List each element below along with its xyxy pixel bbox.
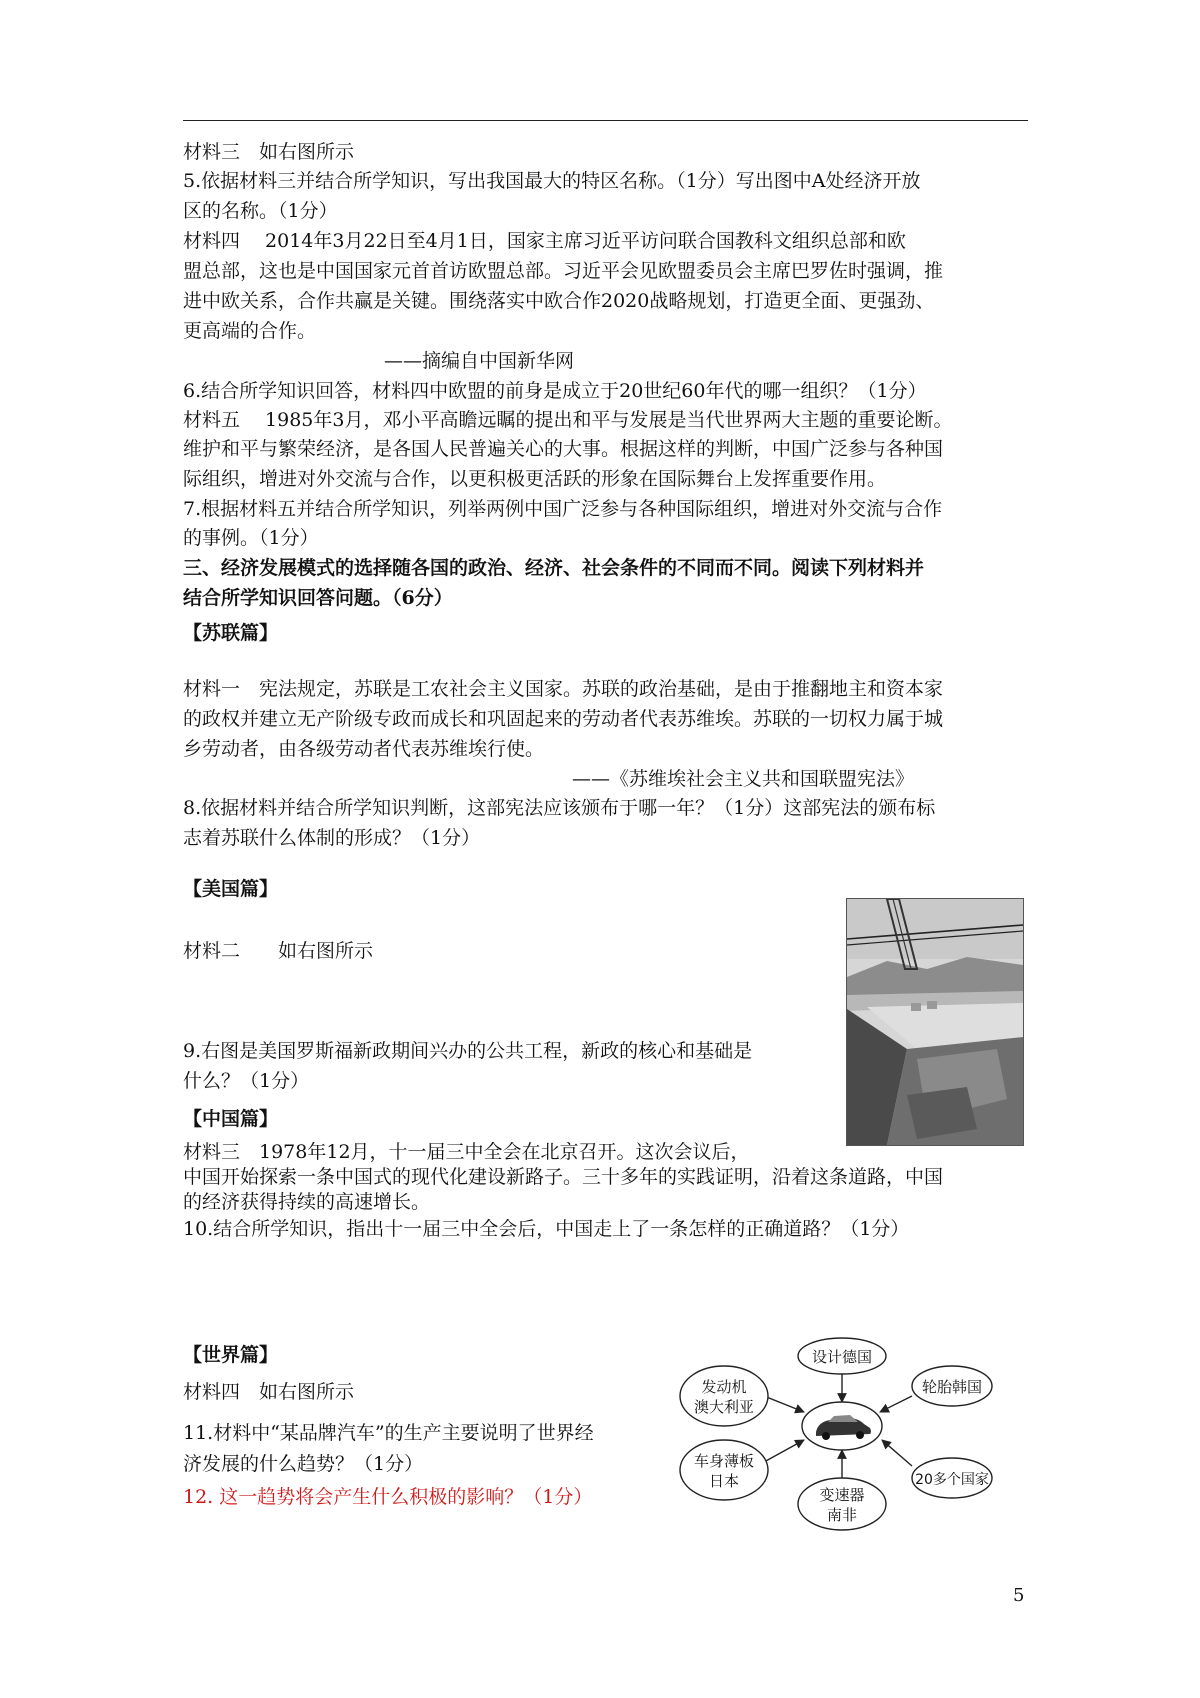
hoover-dam-photo [846, 898, 1024, 1146]
diagram-left-top-label-1: 发动机 [701, 1378, 747, 1396]
text-line: 际组织，增进对外交流与合作，以更积极更活跃的形象在国际舞台上发挥重要作用。 [183, 468, 887, 490]
text-line: 材料三 如右图所示 [183, 141, 355, 163]
text-line: 的政权并建立无产阶级专政而成长和巩固起来的劳动者代表苏维埃。苏联的一切权力属于城 [183, 708, 944, 730]
text-line: 进中欧关系，合作共赢是关键。围绕落实中欧合作2020战略规划，打造更全面、更强劲、 [183, 290, 935, 312]
diagram-top-label: 设计德国 [811, 1348, 873, 1366]
diagram-bottom-label-1: 变速器 [819, 1486, 865, 1504]
diagram-bottom-label-2: 南非 [826, 1506, 858, 1524]
text-line: 济发展的什么趋势？（1分） [183, 1453, 424, 1475]
diagram-right-bottom-label: 20多个国家 [915, 1472, 989, 1488]
subheading-usa: 【美国篇】 [183, 878, 279, 900]
question-10: 10.结合所学知识，指出十一届三中全会后，中国走上了一条怎样的正确道路？（1分） [183, 1218, 910, 1240]
header-rule [183, 120, 1028, 121]
text-line: 材料一 宪法规定，苏联是工农社会主义国家。苏联的政治基础，是由于推翻地主和资本家 [183, 678, 944, 700]
question-11: 11.材料中“某品牌汽车”的生产主要说明了世界经 [183, 1422, 594, 1444]
text-line: 的经济获得持续的高速增长。 [183, 1191, 431, 1213]
text-line: 志着苏联什么体制的形成？（1分） [183, 827, 481, 849]
question-9: 9.右图是美国罗斯福新政期间兴办的公共工程，新政的核心和基础是 [183, 1040, 753, 1062]
car-production-diagram [676, 1336, 996, 1536]
section-three-heading: 三、经济发展模式的选择随各国的政治、经济、社会条件的不同而不同。阅读下列材料并 [183, 557, 925, 579]
text-line: 区的名称。（1分） [183, 200, 338, 222]
text-line: 材料四 2014年3月22日至4月1日，国家主席习近平访问联合国教科文组织总部和欧 [183, 230, 906, 252]
text-line: 材料五 1985年3月，邓小平高瞻远瞩的提出和平与发展是当代世界两大主题的重要论断。 [183, 409, 953, 431]
text-line: 的事例。（1分） [183, 527, 319, 549]
question-6: 6.结合所学知识回答，材料四中欧盟的前身是成立于20世纪60年代的哪一组织？（1分） [183, 380, 927, 402]
text-line: 材料二 如右图所示 [183, 940, 374, 962]
text-line: 乡劳动者，由各级劳动者代表苏维埃行使。 [183, 738, 545, 760]
text-line: 什么？（1分） [183, 1070, 310, 1092]
question-7: 7.根据材料五并结合所学知识，列举两例中国广泛参与各种国际组织，增进对外交流与合作 [183, 498, 943, 520]
section-three-heading-cont: 结合所学知识回答问题。（6分） [183, 587, 453, 609]
page-number: 5 [1013, 1585, 1025, 1606]
text-line: 中国开始探索一条中国式的现代化建设新路子。三十多年的实践证明，沿着这条道路，中国 [183, 1166, 944, 1188]
question-8: 8.依据材料并结合所学知识判断，这部宪法应该颁布于哪一年？（1分）这部宪法的颁布标 [183, 797, 936, 819]
subheading-china: 【中国篇】 [183, 1108, 279, 1130]
source-citation: ——摘编自中国新华网 [384, 350, 575, 372]
question-5: 5.依据材料三并结合所学知识，写出我国最大的特区名称。（1分）写出图中A处经济开放 [183, 170, 921, 192]
diagram-left-bottom-label-1: 车身薄板 [693, 1452, 755, 1470]
question-12: 12. 这一趋势将会产生什么积极的影响？（1分） [183, 1486, 593, 1508]
source-citation: ——《苏维埃社会主义共和国联盟宪法》 [572, 768, 915, 790]
diagram-left-bottom-label-2: 日本 [708, 1472, 740, 1490]
text-line: 材料三 1978年12月，十一届三中全会在北京召开。这次会议后， [183, 1141, 750, 1163]
text-line: 维护和平与繁荣经济，是各国人民普遍关心的大事。根据这样的判断，中国广泛参与各种国 [183, 438, 944, 460]
diagram-right-top-label: 轮胎韩国 [921, 1378, 983, 1396]
subheading-world: 【世界篇】 [183, 1344, 279, 1366]
text-line: 盟总部，这也是中国国家元首首访欧盟总部。习近平会见欧盟委员会主席巴罗佐时强调，推 [183, 260, 944, 282]
diagram-left-top-label-2: 澳大利亚 [693, 1398, 755, 1416]
subheading-ussr: 【苏联篇】 [183, 622, 279, 644]
text-line: 更高端的合作。 [183, 320, 317, 342]
text-line: 材料四 如右图所示 [183, 1381, 355, 1403]
